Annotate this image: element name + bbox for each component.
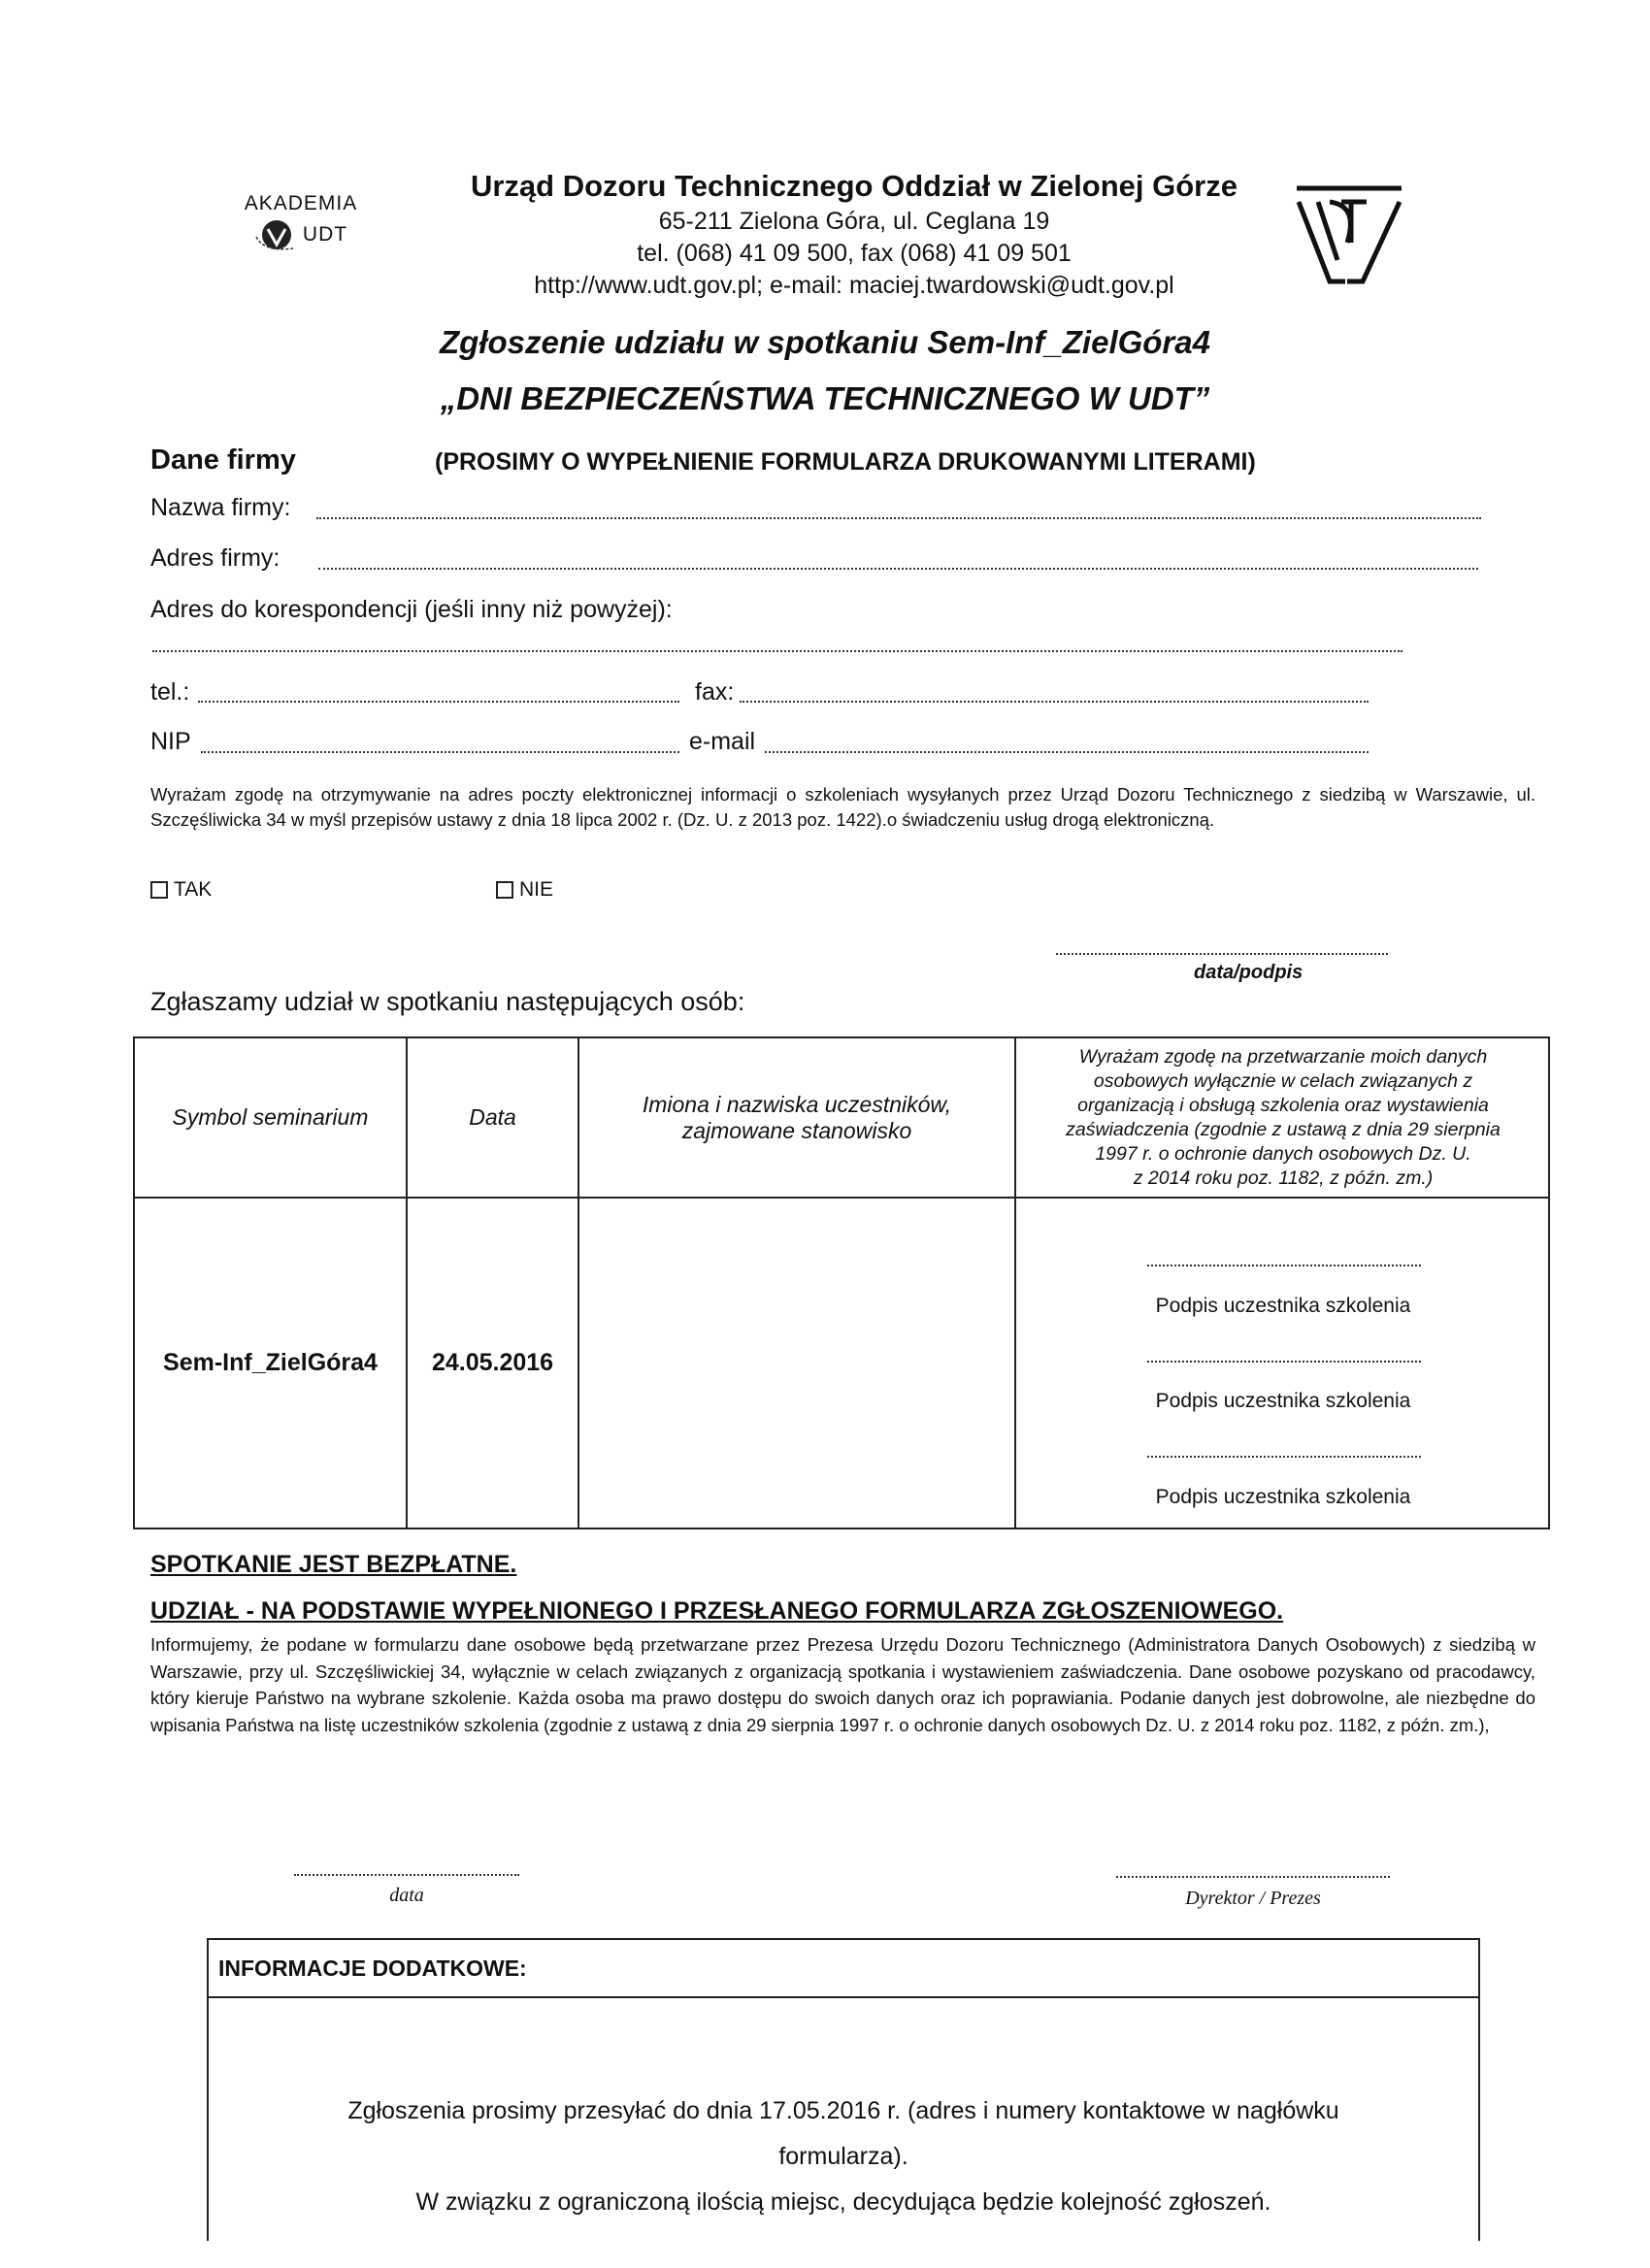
block-letters-instruction: (PROSIMY O WYPEŁNIENIE FORMULARZA DRUKOWANYMI LITERAMI): [435, 448, 1256, 476]
email-label: e-mail: [689, 728, 756, 755]
col-header-consent: [1016, 1038, 1550, 1197]
nie-label: NIE: [519, 878, 554, 901]
col-header-symbol: Symbol seminarium: [172, 1104, 369, 1130]
udt-logo-icon: [1291, 184, 1407, 291]
nip-label: NIP: [150, 728, 191, 755]
info-deadline-line: Zgłoszenia prosimy przesyłać do dnia 17.05.2016 r. (adres i numery kontaktowe w nagłówku: [347, 2097, 1339, 2124]
participant-signature-field-3[interactable]: [1147, 1456, 1421, 1458]
letterhead: [417, 169, 1291, 300]
akademia-udt-label: UDT: [302, 223, 348, 246]
col-header-date: Data: [469, 1104, 516, 1130]
company-section-heading: Dane firmy: [150, 444, 296, 476]
org-name: Urząd Dozoru Technicznego Oddział w Zielonej Górze: [470, 169, 1238, 203]
tel-field[interactable]: [198, 701, 679, 703]
col-header-names-line1: Imiona i nazwiska uczestników,: [642, 1091, 952, 1117]
event-title: „DNI BEZPIECZEŃSTWA TECHNICZNEGO W UDT”: [440, 380, 1210, 416]
tak-label: TAK: [174, 878, 213, 901]
col-header-names-line2: zajmowane stanowisko: [681, 1117, 912, 1143]
consent-header-line: Wyrażam zgodę na przetwarzanie moich danych: [1078, 1045, 1488, 1068]
additional-info-box: [207, 1938, 1480, 2241]
row-symbol: Sem-Inf_ZielGóra4: [163, 1349, 378, 1376]
fax-field[interactable]: [740, 701, 1369, 703]
info-deadline-line-cont: formularza).: [778, 2143, 908, 2170]
consent-header-line: zaświadczenia (zgodnie z ustawą z dnia 29 sierpnia: [1066, 1118, 1501, 1140]
company-name-field[interactable]: [316, 517, 1481, 519]
akademia-emblem-icon: [254, 215, 299, 254]
row-date: 24.05.2016: [431, 1349, 554, 1376]
participant-signature-field-2[interactable]: [1147, 1361, 1421, 1363]
director-signature-field[interactable]: [1116, 1876, 1390, 1878]
participant-names-field[interactable]: [581, 1201, 1012, 1527]
director-signature-label: Dyrektor / Prezes: [1185, 1888, 1321, 1909]
company-name-label: Nazwa firmy:: [150, 494, 291, 521]
akademia-label: AKADEMIA: [244, 192, 358, 214]
col-header-names: [579, 1038, 1014, 1197]
correspondence-address-field[interactable]: [152, 650, 1402, 652]
tel-label: tel.:: [150, 678, 190, 706]
consent-header-line: 1997 r. o ochronie danych osobowych Dz. U.: [1095, 1142, 1471, 1165]
email-consent-text: Wyrażam zgodę na otrzymywanie na adres poczty elektronicznej informacji o szkoleniach wysyłanych przez Urząd Dozoru Technicznego z siedzibą w Warszawie, ul. Szczęśliwicka 34 w myśl przepisów ustawy z dnia 18 lipca 2002 r. (Dz. U. z 2013 poz. 1422).o świadczeniu usług drogą elektroniczną.: [150, 784, 1535, 830]
participants-intro: Zgłaszamy udział w spotkaniu następujących osób:: [150, 987, 745, 1016]
date-signature-label: data: [389, 1885, 424, 1906]
participant-signature-label-2: Podpis uczestnika szkolenia: [1155, 1390, 1411, 1412]
nie-checkbox[interactable]: [496, 881, 513, 899]
consent-signature-field[interactable]: [1056, 953, 1388, 955]
participant-signature-field-1[interactable]: [1147, 1265, 1421, 1266]
correspondence-address-label: Adres do korespondencji (jeśli inny niż powyżej):: [150, 596, 673, 623]
privacy-notice: Informujemy, że podane w formularzu dane osobowe będą przetwarzane przez Prezesa Urzędu Dozoru Technicznego (Administratora Danych Osobowych) z siedzibą w Warszawie, przy ul. Szczęśliwickiej 34, wyłącznie w celach związanych z organizacją spotkania i wystawieniem zaświadczenia. Dane osobowe pozyskano od pracodawcy, który kieruje Państwo na wybrane szkolenie. Każda osoba ma prawo dostępu do swoich danych oraz ich poprawiania. Podanie danych jest dobrowolne, ale niezbędne do wpisania Państwa na listę uczestników szkolenia (zgodnie z ustawą z dnia 29 sierpnia 1997 r. o ochronie danych osobowych Dz. U. z 2014 roku poz. 1182, z późn. zm.),: [150, 1634, 1535, 1735]
email-field[interactable]: [765, 751, 1369, 753]
consent-nie-option[interactable]: [496, 878, 553, 902]
akademia-udt-logo: [233, 192, 369, 254]
consent-header-line: osobowych wyłącznie w celach związanych z: [1093, 1069, 1473, 1092]
org-address: 65-211 Zielona Góra, ul. Ceglana 19: [658, 208, 1050, 235]
free-event-notice: SPOTKANIE JEST BEZPŁATNE.: [150, 1551, 517, 1578]
tak-checkbox[interactable]: [150, 881, 168, 899]
company-address-label: Adres firmy:: [150, 544, 280, 572]
fax-label: fax:: [695, 678, 735, 706]
consent-header-line: z 2014 roku poz. 1182, z późn. zm.): [1133, 1167, 1434, 1189]
org-phone: tel. (068) 41 09 500, fax (068) 41 09 501: [637, 240, 1072, 267]
company-address-field[interactable]: [318, 568, 1478, 570]
participant-signature-label-1: Podpis uczestnika szkolenia: [1155, 1295, 1411, 1317]
info-limited-places-line: W związku z ograniczoną ilością miejsc, decydująca będzie kolejność zgłoszeń.: [415, 2188, 1271, 2216]
additional-info-body: [209, 1998, 1478, 2241]
participant-signature-label-3: Podpis uczestnika szkolenia: [1155, 1486, 1411, 1508]
additional-info-heading: INFORMACJE DODATKOWE:: [209, 1940, 1478, 1998]
consent-tak-option[interactable]: [150, 878, 212, 902]
participation-notice: UDZIAŁ - NA PODSTAWIE WYPEŁNIONEGO I PRZESŁANEGO FORMULARZA ZGŁOSZENIOWEGO.: [150, 1597, 1284, 1625]
org-web-email: http://www.udt.gov.pl; e-mail: maciej.twardowski@udt.gov.pl: [534, 272, 1174, 299]
participants-table: [133, 1036, 1550, 1529]
nip-field[interactable]: [201, 751, 679, 753]
consent-signature-label: data/podpis: [1194, 962, 1304, 983]
consent-header-line: organizacją i obsługą szkolenia oraz wystawienia: [1077, 1094, 1489, 1116]
form-title: Zgłoszenie udziału w spotkaniu Sem-Inf_ZielGóra4: [440, 324, 1210, 360]
date-signature-field[interactable]: [294, 1874, 519, 1876]
